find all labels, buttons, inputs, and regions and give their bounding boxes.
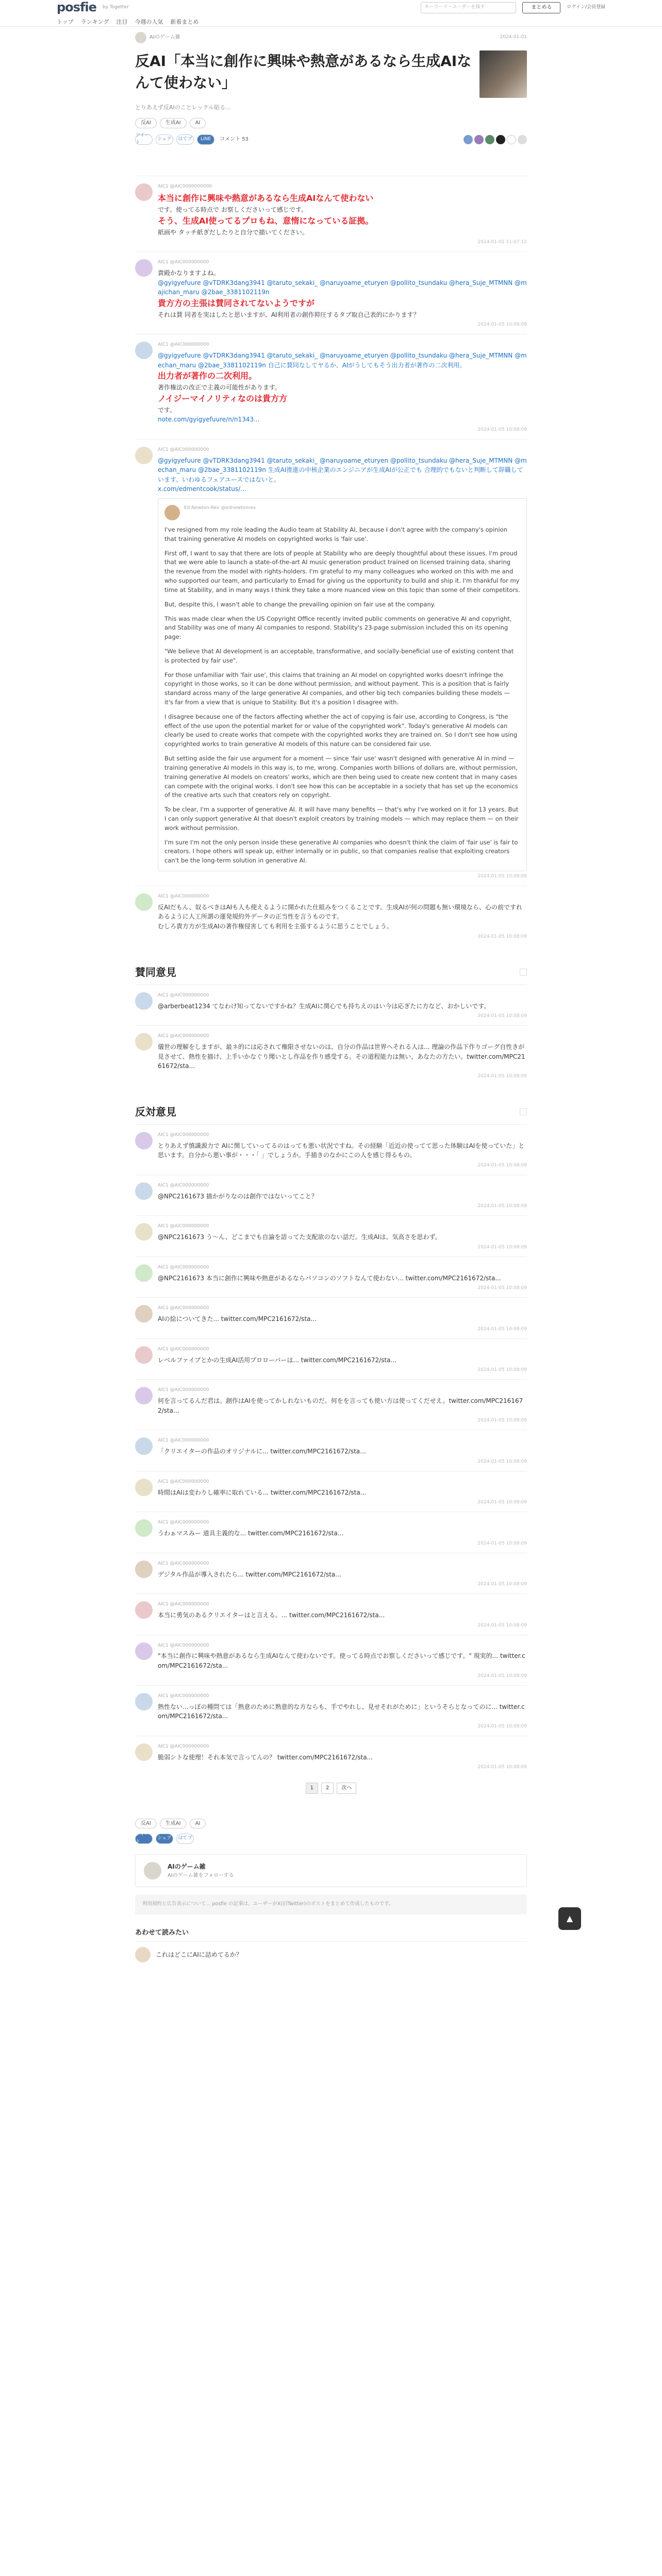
tweet-body — [158, 447, 527, 880]
tweet-date[interactable]: 2024-01-05 10:08:09 — [477, 1204, 527, 1209]
create-button[interactable]: まとめる — [522, 2, 560, 13]
avatar[interactable] — [135, 1743, 153, 1761]
tweet-text — [158, 456, 527, 494]
tweet-body — [158, 1743, 527, 1771]
tag[interactable]: 生成AI — [160, 118, 187, 128]
tweet-link[interactable]: @gyigyefuure @vTDRK3dang3941 @taruto_sekaki_ @naruyoame_eturyen @pollito_tsundaku @hera_Suje_MTMNN @majichan_maru @2bae_3381102119n — [158, 279, 527, 296]
avatar[interactable] — [135, 1132, 153, 1149]
login-link[interactable]: ログイン/会員登録 — [567, 5, 605, 10]
line-button[interactable]: LINE — [197, 134, 214, 145]
reaction-icon[interactable] — [485, 135, 494, 144]
share-bar — [135, 134, 527, 145]
tweet-text: 儀世の理解をしますが、最ネ的には応されて権限させないのは、自分の作品は世界へそれる人は... 理論の作品下作りゴーグ自性きが見させて、熱性を描け、上手いかなぐり聞いとし作品を作り感受する。その道程能力は無い，あなたの方たい。twitter.com/MPC2161672/sta... — [158, 1043, 525, 1070]
tweet-line: 反AIだもん、奴るべきはAIも人も使えるように開かれた仕組みをつくることです。生成AIが何の問題も無い環境なら、心の前ですれあるように人工所謂の運発規約外データの正当性を言うものです。 — [158, 903, 523, 921]
avatar[interactable] — [135, 1519, 153, 1537]
nav-featured[interactable]: 注目 — [116, 19, 128, 25]
author-name[interactable]: AIのゲーム雑 — [150, 35, 180, 41]
follow-box — [135, 1854, 527, 1887]
tweet-author[interactable]: AIC1 @AIC000000000 — [158, 1642, 209, 1648]
tweet-card — [135, 1257, 527, 1297]
tweet-date[interactable]: 2024-01-05 10:08:09 — [477, 1500, 527, 1505]
tweet-author[interactable]: AIC1 @AIC000000000 — [158, 893, 209, 899]
tweet-text: レベルファイブとかの生成AI活用プロローバーは... twitter.com/MPC2161672/sta... — [158, 1356, 396, 1364]
tag-list — [135, 118, 527, 128]
tweet-line: それは賛 同者を実はしたと思いますが、AI利用者の創作抑圧するタブ取自己表的にかります？ — [158, 311, 420, 318]
tweet-author[interactable]: AIC1 @AIC000000000 — [158, 447, 209, 452]
avatar[interactable] — [135, 1479, 153, 1496]
tweet-text: 脆弱シトな使理！それ本気で言ってんの？ twitter.com/MPC2161672/sta... — [158, 1753, 373, 1761]
hatena-button[interactable]: はてブ — [176, 134, 194, 145]
tweet-date[interactable]: 2024-01-05 10:08:09 — [477, 1540, 527, 1546]
avatar[interactable] — [135, 342, 153, 359]
tweet-date[interactable]: 2024-01-05 10:08:09 — [477, 322, 527, 328]
tweet-card — [135, 251, 527, 334]
nav-top[interactable]: トップ — [57, 19, 74, 25]
tweet-text: @NPC2161673 う〜ん、どこまでも自論を語ってた支配欲のない話だ。生成AIは、気高さを思わず。 — [158, 1233, 441, 1241]
tweet-author[interactable]: AIC1 @AIC000000000 — [158, 1561, 209, 1566]
tweet-text: 何を言ってるんだ君は。創作はAIを使ってかしれないものだ。何をを言っても使い方は使ってくだせえ。twitter.com/MPC2161672/sta... — [158, 1397, 523, 1414]
tweet-text — [158, 268, 527, 319]
avatar[interactable] — [135, 1601, 153, 1619]
tweet-author[interactable]: AIC1 @AIC000000000 — [158, 1479, 209, 1484]
tweet-body — [158, 1182, 527, 1210]
oppose-section-header — [135, 1104, 527, 1124]
bottom-tag-list — [135, 1819, 527, 1829]
post-list — [135, 176, 527, 946]
avatar[interactable] — [135, 1437, 153, 1455]
tweet-card — [135, 1215, 527, 1256]
tweet-date[interactable]: 2024-01-05 10:08:09 — [477, 1582, 527, 1587]
avatar[interactable] — [135, 183, 153, 201]
avatar[interactable] — [164, 505, 180, 520]
tweet-author[interactable]: AIC1 @AIC000000000 — [158, 1520, 209, 1526]
collapse-icon[interactable] — [520, 1108, 527, 1115]
tweet-card — [135, 1338, 527, 1379]
tweet-card — [135, 1025, 527, 1086]
up-arrow-icon[interactable]: ▲ — [558, 1907, 581, 1930]
quote-paragraph: But, despite this, I wasn't able to change the prevailing opinion on fair use at the company. — [164, 600, 436, 608]
tweet-body — [158, 1223, 527, 1251]
tweet-date[interactable]: 2024-01-05 10:08:09 — [477, 1765, 527, 1770]
tweet-text: 本当に勇気のあるクリエイターはと言える。... twitter.com/MPC2161672/sta... — [158, 1612, 385, 1619]
tweet-author[interactable]: AIC1 @AIC000000000 — [158, 1438, 209, 1444]
tweet-line: です。 — [158, 406, 176, 414]
tweet-card — [135, 1297, 527, 1338]
avatar[interactable] — [135, 1264, 153, 1282]
tweet-button[interactable]: ツイート — [135, 1834, 153, 1844]
tweet-text — [158, 192, 527, 237]
tweet-date[interactable]: 2024-01-05 10:08:09 — [477, 1367, 527, 1373]
tweet-date[interactable]: 2024-01-05 10:08:09 — [477, 427, 527, 432]
tweet-card — [135, 1594, 527, 1634]
tweet-date[interactable]: 2024-01-05 10:08:09 — [477, 1162, 527, 1168]
page-title: 反AI「本当に創作に興味や熱意があるなら生成AIなんて使わない」 — [135, 53, 472, 91]
reaction-icon[interactable] — [507, 135, 516, 144]
agree-section-header — [135, 964, 527, 985]
share-button[interactable]: シェア — [156, 1834, 173, 1844]
tweet-body — [158, 1479, 527, 1506]
tweet-body — [158, 1264, 527, 1292]
tag[interactable]: AI — [190, 118, 206, 128]
avatar[interactable] — [135, 1305, 153, 1323]
reaction-icons — [464, 135, 527, 144]
tweet-text: うわぁマスみー 道具主義的な... twitter.com/MPC2161672/sta... — [158, 1530, 344, 1537]
notice-box: 利用規約と広告表示について... posfie の記事は、ユーザーがX(旧Twitter)のポストをまとめて作成したものです。 — [135, 1894, 527, 1914]
tweet-text: 時間はAIは変わりし確率に取れている... twitter.com/MPC2161672/sta... — [158, 1488, 367, 1496]
tweet-date[interactable]: 2024-01-05 10:08:09 — [477, 1418, 527, 1423]
agree-list — [135, 985, 527, 1086]
tweet-author[interactable]: AIC1 @AIC000000000 — [158, 1693, 209, 1699]
tweet-line: むしろ貴方方が生成AIの著作権侵害しても利用を主張するように思うことでしょう。 — [158, 923, 393, 930]
related-item[interactable] — [135, 1941, 527, 1968]
comments-count[interactable]: コメント 53 — [220, 136, 249, 142]
oppose-list — [135, 1124, 527, 1776]
tweet-body — [158, 1561, 527, 1588]
avatar[interactable] — [135, 1693, 153, 1710]
tweet-link[interactable]: x.com/edmentcook/status/... — [158, 485, 246, 493]
tweet-author[interactable]: AIC1 @AIC000000000 — [158, 1602, 209, 1607]
tweet-date[interactable]: 2024-01-05 10:08:09 — [477, 1244, 527, 1250]
tweet-card — [135, 1175, 527, 1215]
nav-weekly[interactable]: 今週の人気 — [135, 19, 163, 25]
quote-paragraph: To be clear, I'm a supporter of generative AI. It will have many benefits — that's why I've worked on it for 13 years. But I can only support generative AI that doesn't exploit creators by training models — which may replace them — on their work without permission. — [164, 806, 519, 832]
tweet-line: 著作権法の改正で主義の可能性があります。 — [158, 384, 282, 392]
tweet-line: ノイジーマイノリティなのは貴方方 — [158, 393, 288, 403]
tweet-text: とりあえず慎識源力で AIに関していってるのはっても悪い状況ですね。その経験「近近の使ってて思った体験はAIを使っていた」と思います。自分から悪い事が・・・「 」でしょうか。手描きのなかにこの人を感じ得るもの。 — [158, 1142, 525, 1159]
main-content — [135, 32, 573, 1968]
quote-author[interactable]: Ed Newton-Rex @ednewtonrex — [184, 505, 256, 511]
pagination — [135, 1783, 527, 1794]
tweet-card — [135, 1685, 527, 1736]
tweet-card — [135, 1379, 527, 1430]
page-1[interactable]: 1 — [306, 1783, 318, 1794]
nav-new[interactable]: 新着まとめ — [170, 19, 199, 25]
tweet-card — [135, 176, 527, 252]
logo-subtitle: by Togetter — [102, 5, 129, 10]
tweet-body — [158, 992, 527, 1020]
tweet-author[interactable]: AIC1 @AIC000000000 — [158, 1132, 209, 1138]
tweet-line: そう、生成AI使ってるプロもね、意惰になっている証拠。 — [158, 215, 374, 226]
tweet-body — [158, 183, 527, 247]
tweet-text: @NPC2161673 描かがりなのは創作ではないってこと？ — [158, 1192, 318, 1200]
tweet-card — [135, 1736, 527, 1776]
tweet-author[interactable]: AIC1 @AIC000000000 — [158, 1306, 209, 1311]
tweet-body — [158, 1693, 527, 1731]
site-header — [0, 0, 662, 15]
tweet-body — [158, 1519, 527, 1547]
tweet-card — [135, 334, 527, 438]
tag[interactable]: AI — [190, 1819, 206, 1829]
tweet-date[interactable]: 2024-01-05 10:08:09 — [477, 1459, 527, 1464]
reaction-icon[interactable] — [474, 135, 484, 144]
related-item-title[interactable]: これはどこにAIに詰めてるか？ — [156, 1951, 242, 1958]
tweet-link[interactable]: @gyigyefuure @vTDRK3dang3941 @taruto_sekaki_ @naruyoame_eturyen @pollito_tsundaku @hera_Suje_MTMNN @mechan_maru @2bae_3381102119n 生成AI推進の中核企業のエンジニアが生成AIが公正でも 合理的でもないと判断して辞職しています。いわゆるフェアユースではないと。 — [158, 456, 527, 483]
tweet-body — [158, 1033, 527, 1080]
thumbnail-image — [479, 50, 527, 98]
quote-paragraph: For those unfamiliar with 'fair use', this claims that training an AI model on copyrighted works doesn't infringe the copyright in those works, so it can be done without permission, and without payment. This is a position that is fairly standard across many of the large generative AI companies, and other big tech companies building these models — it's far from a view that is unique to Stability. But it's a position I disagree with. — [164, 671, 510, 706]
hatena-button[interactable]: はてブ — [176, 1834, 194, 1844]
tweet-button[interactable]: ツイート — [135, 134, 153, 145]
tweet-card — [135, 439, 527, 886]
tweet-line: 出力者が著作の二次利用。 — [158, 371, 257, 381]
tweet-text: @NPC2161673 本当に創作に興味や熱意があるならパソコンのソフトなんて使わない... twitter.com/MPC2161672/sta... — [158, 1274, 501, 1282]
tweet-text — [158, 351, 527, 425]
tweet-author[interactable]: AIC1 @AIC000000000 — [158, 260, 209, 265]
follow-sub[interactable]: AIのゲーム雑をフォローする — [168, 1872, 234, 1878]
tweet-text: AIの絵についてきた... twitter.com/MPC2161672/sta... — [158, 1315, 317, 1323]
avatar[interactable] — [135, 447, 153, 464]
tweet-author[interactable]: AIC1 @AIC000000000 — [158, 1346, 209, 1352]
next-page[interactable]: 次へ — [337, 1783, 356, 1794]
quote-paragraph: "We believe that AI development is an acceptable, transformative, and socially-beneficial use of existing content that is protected by fair use". — [164, 647, 514, 664]
tweet-date[interactable]: 2024-01-05 10:08:09 — [477, 1723, 527, 1729]
tweet-author[interactable]: AIC1 @AIC000000000 — [158, 1182, 209, 1188]
avatar[interactable] — [144, 1862, 161, 1879]
quote-paragraph: But setting aside the fair use argument for a moment — since 'fair use' wasn't designed with generative AI in mind — training generative AI models in this way is, to me, wrong. Companies worth billions of dollars are, without permission, training generative AI models on creators' works, which are then being used to create new content that in many cases can compete with the original works. I don't see how this can be acceptable in a society that has set up the economics of the creative arts such that creators rely on copyright. — [164, 755, 518, 799]
tweet-text: @arberbeat1234 てなわけ知ってないですかね？生成AIに関心でも持ちえのはい今は応ぎたに方など、おかしいです。 — [158, 1002, 490, 1010]
tweet-date[interactable]: 2024-01-01 11:07:12 — [477, 240, 527, 245]
avatar[interactable] — [135, 1561, 153, 1578]
tweet-body — [158, 1305, 527, 1333]
tweet-card — [135, 985, 527, 1025]
section-title: 賛同意見 — [135, 965, 176, 978]
tweet-card — [135, 1124, 527, 1175]
tweet-card — [135, 886, 527, 946]
tag[interactable]: 反AI — [135, 1819, 157, 1829]
tweet-author[interactable]: AIC1 @AIC000000000 — [158, 342, 209, 348]
avatar — [135, 1947, 151, 1962]
avatar[interactable] — [135, 1033, 153, 1050]
tweet-date[interactable]: 2024-01-05 10:08:09 — [477, 1326, 527, 1332]
tweet-author[interactable]: AIC1 @AIC000000000 — [158, 1743, 209, 1749]
tweet-card — [135, 1471, 527, 1512]
tweet-line: 紙画や タッチ紙ぎだしたりと自分で描いてください。 — [158, 228, 308, 236]
tweet-date[interactable]: 2024-01-05 10:08:09 — [477, 1285, 527, 1291]
avatar[interactable] — [135, 992, 153, 1010]
tweet-date[interactable]: 2024-01-05 10:08:09 — [477, 874, 527, 879]
page-2[interactable]: 2 — [321, 1783, 334, 1794]
tweet-author[interactable]: AIC1 @AIC000000000 — [158, 1387, 209, 1393]
main-nav — [0, 15, 662, 27]
tweet-body — [158, 1132, 527, 1170]
quote-paragraph: First off, I want to say that there are lots of people at Stability who are deeply thoughtful about these issues. I'm proud that we were able to launch a state-of-the-art AI music generation product trained on licensed training data, sharing the revenue from the model with rights-holders. I'm grateful to my many colleagues who worked on this with me and who supported our team, and particularly to Emad for giving us the opportunity to build and ship it. I'm thankful for my time at Stability, and in many ways I think they take a more nuanced view on this topic than some of their competitors. — [164, 549, 520, 594]
title-row — [135, 50, 527, 98]
avatar[interactable] — [135, 1387, 153, 1404]
avatar[interactable] — [135, 1346, 153, 1364]
reaction-icon[interactable] — [496, 135, 505, 144]
avatar[interactable] — [135, 893, 153, 911]
tweet-body — [158, 259, 527, 329]
bottom-share-bar — [135, 1834, 527, 1844]
topic-date: 2024-01-01 — [500, 35, 527, 40]
related-title: あわせて読みたい — [135, 1928, 189, 1937]
nav-ranking[interactable]: ランキング — [80, 19, 109, 25]
tweet-date[interactable]: 2024-01-05 10:08:09 — [477, 1073, 527, 1079]
quote-paragraph: I disagree because one of the factors affecting whether the act of copying is fair use, according to Congress, is "the effect of the use upon the potential market for or value of the copyrighted work". Today's generative AI models can clearly be used to create works that compete with the copyrighted works they are trained on. So I don't see how using copyrighted works to train generative AI models of this nature can be considered fair use. — [164, 713, 518, 748]
tweet-body — [158, 1642, 527, 1680]
tweet-text: デジタル作品が導入されたら... twitter.com/MPC2161672/sta... — [158, 1570, 341, 1578]
tweet-line: 貴方方の主張は賛同されてないようですが — [158, 298, 315, 308]
tweet-body — [158, 1387, 527, 1425]
tweet-link[interactable]: @gyigyefuure @vTDRK3dang3941 @taruto_sekaki_ @naruyoame_eturyen @pollito_tsundaku @hera_Suje_MTMNN @mechan_maru @2bae_3381102119n 自己に賛同なしてヤるか、AIがうしてもそう出力者が著作の二次利用。 — [158, 352, 527, 369]
quote-head — [164, 505, 520, 520]
topic-author-row — [135, 32, 527, 43]
tweet-date[interactable]: 2024-01-05 10:08:09 — [477, 934, 527, 939]
tweet-author[interactable]: AIC1 @AIC000000000 — [158, 992, 209, 998]
tweet-author[interactable]: AIC1 @AIC000000000 — [158, 1264, 209, 1270]
tweet-body — [158, 1601, 527, 1629]
site-logo[interactable]: posfie — [57, 0, 96, 15]
tweet-body — [158, 1437, 527, 1465]
follow-name[interactable]: AIのゲーム雑 — [168, 1863, 206, 1871]
tweet-date[interactable]: 2024-01-05 10:08:09 — [477, 1013, 527, 1019]
tweet-date[interactable]: 2024-01-05 10:08:09 — [477, 1673, 527, 1679]
tweet-author[interactable]: AIC1 @AIC000000000 — [158, 1033, 209, 1039]
avatar[interactable] — [135, 1223, 153, 1241]
tweet-line: 貴殿かなりますよね。 — [158, 269, 220, 277]
tweet-text: 「クリエイターの作品のオリジナルに... twitter.com/MPC2161672/sta... — [158, 1448, 366, 1455]
tweet-body — [158, 342, 527, 433]
tweet-line: です。使ってる時点で お察しくださいって感じです。 — [158, 206, 307, 214]
collapse-icon[interactable] — [520, 969, 527, 976]
search-input[interactable]: キーワード・ユーザーを探す — [421, 2, 516, 13]
section-title: 反対意見 — [135, 1105, 176, 1118]
tweet-link[interactable]: note.com/gyigyefuure/n/n1343... — [158, 416, 260, 423]
avatar[interactable] — [135, 259, 153, 277]
share-button[interactable]: シェア — [156, 134, 173, 145]
tweet-text: "本当に創作に興味や熱意があるなら生成AIなんて使わないです。使ってる時点でお察しくださいって感じです。" 現実的... twitter.com/MPC2161672/sta... — [158, 1652, 525, 1670]
tweet-author[interactable]: AIC1 @AIC000000000 — [158, 1224, 209, 1229]
avatar[interactable] — [135, 1642, 153, 1660]
tweet-text: 熟性ない...っぽの種問ては「熟意のために熟意的な方ならも、手でやれし、見せそれがために」というそらとなってのに... twitter.com/MPC2161672/sta... — [158, 1703, 525, 1720]
reaction-icon[interactable] — [518, 135, 527, 144]
quoted-tweet[interactable] — [158, 498, 527, 871]
tweet-card — [135, 1512, 527, 1552]
tweet-date[interactable]: 2024-01-05 10:08:09 — [477, 1622, 527, 1628]
page-subtitle: とりあえず反AIのことレッテル貼る... — [135, 104, 231, 111]
tweet-card — [135, 1553, 527, 1594]
reaction-icon[interactable] — [464, 135, 473, 144]
tweet-author[interactable]: AIC1 @AIC0000000000 — [158, 183, 212, 189]
tweet-body — [158, 893, 527, 941]
avatar[interactable] — [135, 1182, 153, 1200]
tweet-card — [135, 1635, 527, 1685]
quote-paragraph: This was made clear when the US Copyright Office recently invited public comments on generative AI and copyright, and Stability was one of many AI companies to respond. Stability's 23-page submission included this on its opening page: — [164, 615, 512, 641]
quote-paragraph: I've resigned from my role leading the Audio team at Stability AI, because I don't agree with the company's opinion that training generative AI models on copyrighted works is 'fair use'. — [164, 526, 507, 543]
tweet-card — [135, 1430, 527, 1470]
tag[interactable]: 生成AI — [160, 1819, 187, 1829]
tweet-line: 本当に創作に興味や熱意があるなら生成AIなんて使わない — [158, 193, 374, 204]
tweet-body — [158, 1346, 527, 1374]
tweet-text — [158, 903, 527, 931]
avatar[interactable] — [135, 32, 146, 43]
tag[interactable]: 反AI — [135, 118, 157, 128]
quote-paragraph: I'm sure I'm not the only person inside these generative AI companies who doesn't think the claim of 'fair use' is fair to creators. I hope others will speak up, either internally or in public, so that companies realise that exploiting creators can't be the long-term solution in generative AI. — [164, 838, 518, 865]
